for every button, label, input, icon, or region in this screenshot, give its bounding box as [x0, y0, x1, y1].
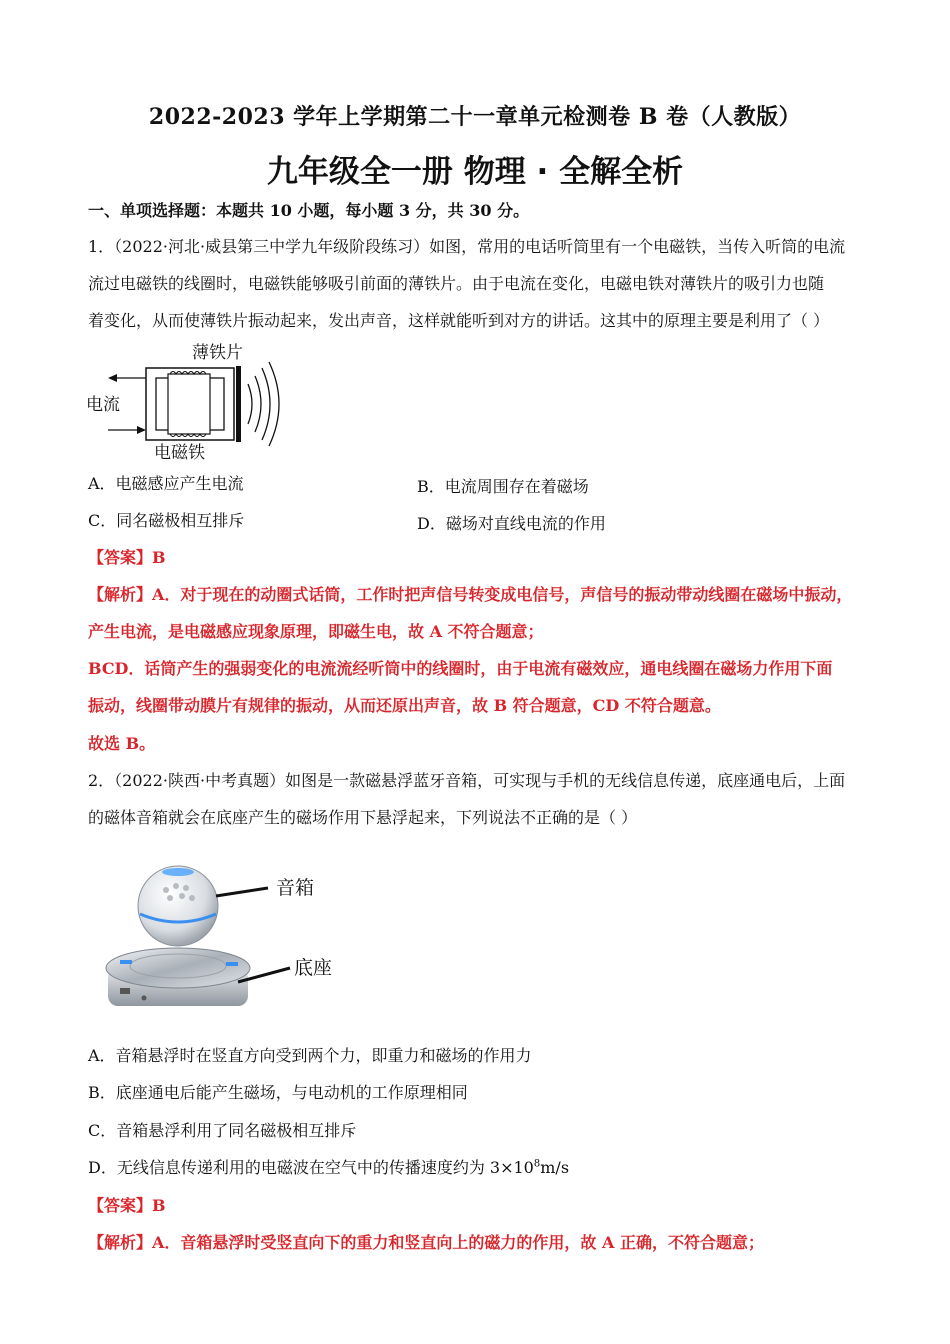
document-title: 2022-2023 学年上学期第二十一章单元检测卷 B 卷（人教版）: [148, 104, 802, 130]
q2-option-b: B．底座通电后能产生磁场，与电动机的工作原理相同: [88, 1083, 468, 1102]
electromagnet-figure: [84, 338, 294, 464]
q2-option-d: [88, 1158, 569, 1178]
current-out-arrow: [108, 374, 117, 382]
coil-bottom-windings: [170, 434, 206, 437]
q2-option-d-unit: m/s: [540, 1158, 570, 1177]
q2-option-a: A．音箱悬浮时在竖直方向受到两个力，即重力和磁场的作用力: [88, 1046, 532, 1065]
q1-stem-line1: 1．（2022·河北·威县第三中学九年级阶段练习）如图，常用的电话听筒里有一个电磁铁，当传入听筒的电流: [88, 237, 846, 256]
speaker-top-light: [162, 868, 194, 876]
iron-plate: [236, 366, 241, 442]
q1-stem-line2: 流过电磁铁的线圈时，电磁铁能够吸引前面的薄铁片。由于电流在变化，电磁电铁对薄铁片的吸引力也随: [88, 274, 825, 293]
base-button: [142, 996, 147, 1001]
speaker-label: 音箱: [276, 877, 315, 899]
q1-analysis-line1: 【解析】A．对于现在的动圈式话筒，工作时把声信号转变成电信号，声信号的振动带动线圈在磁场中振动，: [88, 585, 853, 604]
speaker-figure: [98, 858, 358, 1028]
q1-option-d: D．磁场对直线电流的作用: [417, 514, 606, 533]
speaker-pointer: [216, 888, 268, 896]
q1-analysis-line2: 产生电流，是电磁感应现象原理，即磁生电，故 A 不符合题意；: [88, 622, 544, 641]
q1-answer: 【答案】B: [88, 548, 166, 567]
q1-option-b: B．电流周围存在着磁场: [417, 477, 589, 496]
q2-stem-line2: 的磁体音箱就会在底座产生的磁场作用下悬浮起来，下列说法不正确的是（ ）: [88, 808, 638, 827]
q2-answer: 【答案】B: [88, 1196, 166, 1215]
q1-option-a: A．电磁感应产生电流: [88, 474, 244, 493]
coil-top-windings: [170, 372, 206, 375]
sound-wave-3: [262, 368, 270, 440]
magnet-label: 电磁铁: [154, 443, 205, 463]
q1-analysis-line5: 故选 B。: [88, 734, 156, 753]
current-label: 电流: [86, 395, 120, 415]
q1-analysis-line4: 振动，线圈带动膜片有规律的振动，从而还原出声音，故 B 符合题意，CD 不符合题意。: [88, 696, 721, 715]
q2-option-d-text: D．无线信息传递利用的电磁波在空气中的传播速度约为 3×10: [88, 1158, 534, 1177]
q2-option-d-exponent: 8: [533, 1158, 541, 1170]
q1-analysis-line3: BCD．话筒产生的强弱变化的电流流经听筒中的线圈时，由于电流有磁效应，通电线圈在磁场力作用下面: [88, 659, 833, 678]
base-label: 底座: [294, 957, 333, 979]
q1-stem-line3: 着变化，从而使薄铁片振动起来，发出声音，这样就能听到对方的讲话。这其中的原理主要是利用了（ ）: [88, 311, 830, 330]
current-in-arrow: [137, 426, 146, 434]
q2-stem-line1: 2．（2022·陕西·中考真题）如图是一款磁悬浮蓝牙音箱，可实现与手机的无线信息传递，底座通电后，上面: [88, 771, 846, 790]
coil-body: [168, 374, 210, 434]
base-port: [120, 988, 130, 994]
base-light-right: [226, 962, 238, 966]
section-heading: 一、单项选择题：本题共 10 小题，每小题 3 分，共 30 分。: [88, 201, 530, 220]
sound-wave-2: [255, 376, 261, 432]
base-light-left: [120, 960, 132, 964]
plate-label: 薄铁片: [192, 343, 243, 363]
q2-analysis-line1: 【解析】A．音箱悬浮时受竖直向下的重力和竖直向上的磁力的作用，故 A 正确，不符合题意；: [88, 1233, 764, 1252]
sound-wave-1: [248, 384, 252, 424]
document-subtitle: 九年级全一册 物理 · 全解全析: [266, 154, 684, 190]
speaker-ball: [138, 866, 218, 946]
q1-option-c: C．同名磁极相互排斥: [88, 511, 245, 530]
q2-option-c: C．音箱悬浮利用了同名磁极相互排斥: [88, 1121, 357, 1140]
